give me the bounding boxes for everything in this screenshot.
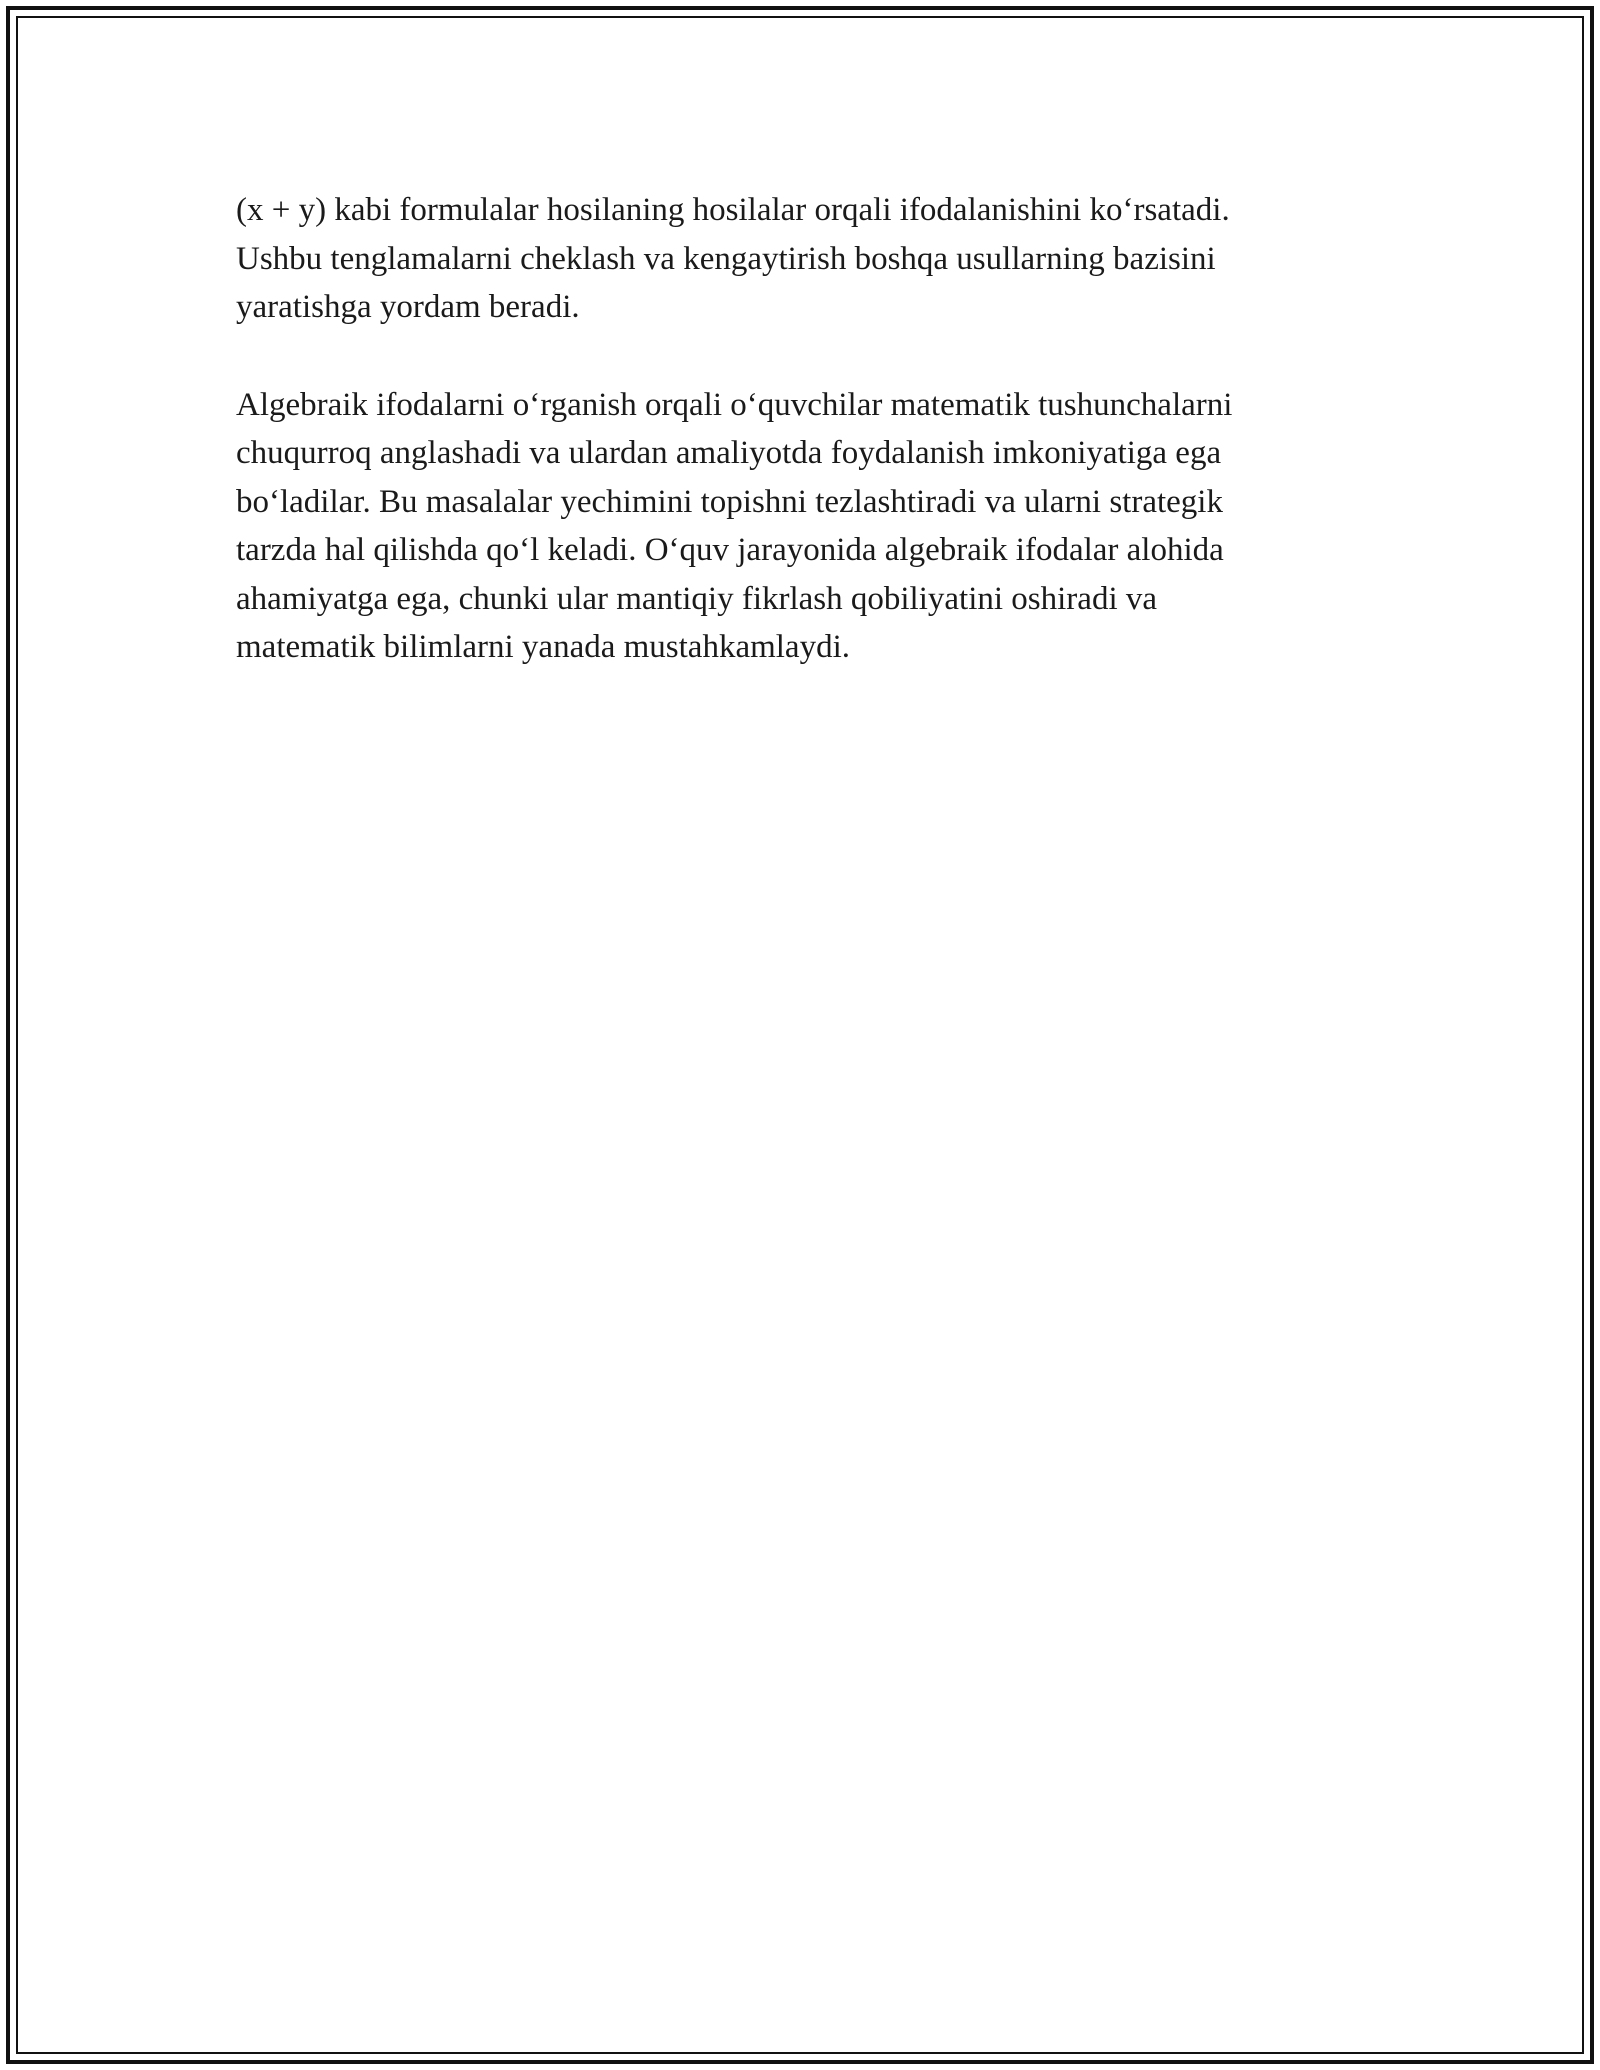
paragraph-2	[236, 381, 1396, 672]
paragraph-line: ahamiyatga ega, chunki ular mantiqiy fikrlash qobiliyatini oshiradi va	[236, 580, 1158, 617]
paragraph-line: Algebraik ifodalarni oʻrganish orqali oʻquvchilar matematik tushunchalarni	[236, 386, 1233, 423]
paragraph-line: yaratishga yordam beradi.	[236, 289, 580, 325]
paragraph-1	[236, 186, 1396, 332]
paragraph-line: chuqurroq anglashadi va ulardan amaliyotda foydalanish imkoniyatiga ega	[236, 435, 1222, 471]
document-body	[236, 186, 1396, 672]
paragraph-line: boʻladilar. Bu masalalar yechimini topishni tezlashtiradi va ularni strategik	[236, 483, 1223, 520]
paragraph-line: (x + y) kabi formulalar hosilaning hosilalar orqali ifodalanishini koʻrsatadi.	[236, 192, 1230, 228]
paragraph-line: Ushbu tenglamalarni cheklash va kengaytirish boshqa usullarning bazisini	[236, 240, 1216, 277]
paragraph-line: matematik bilimlarni yanada mustahkamlaydi.	[236, 629, 850, 665]
paragraph-line: tarzda hal qilishda qoʻl keladi. Oʻquv jarayonida algebraik ifodalar alohida	[236, 532, 1224, 568]
